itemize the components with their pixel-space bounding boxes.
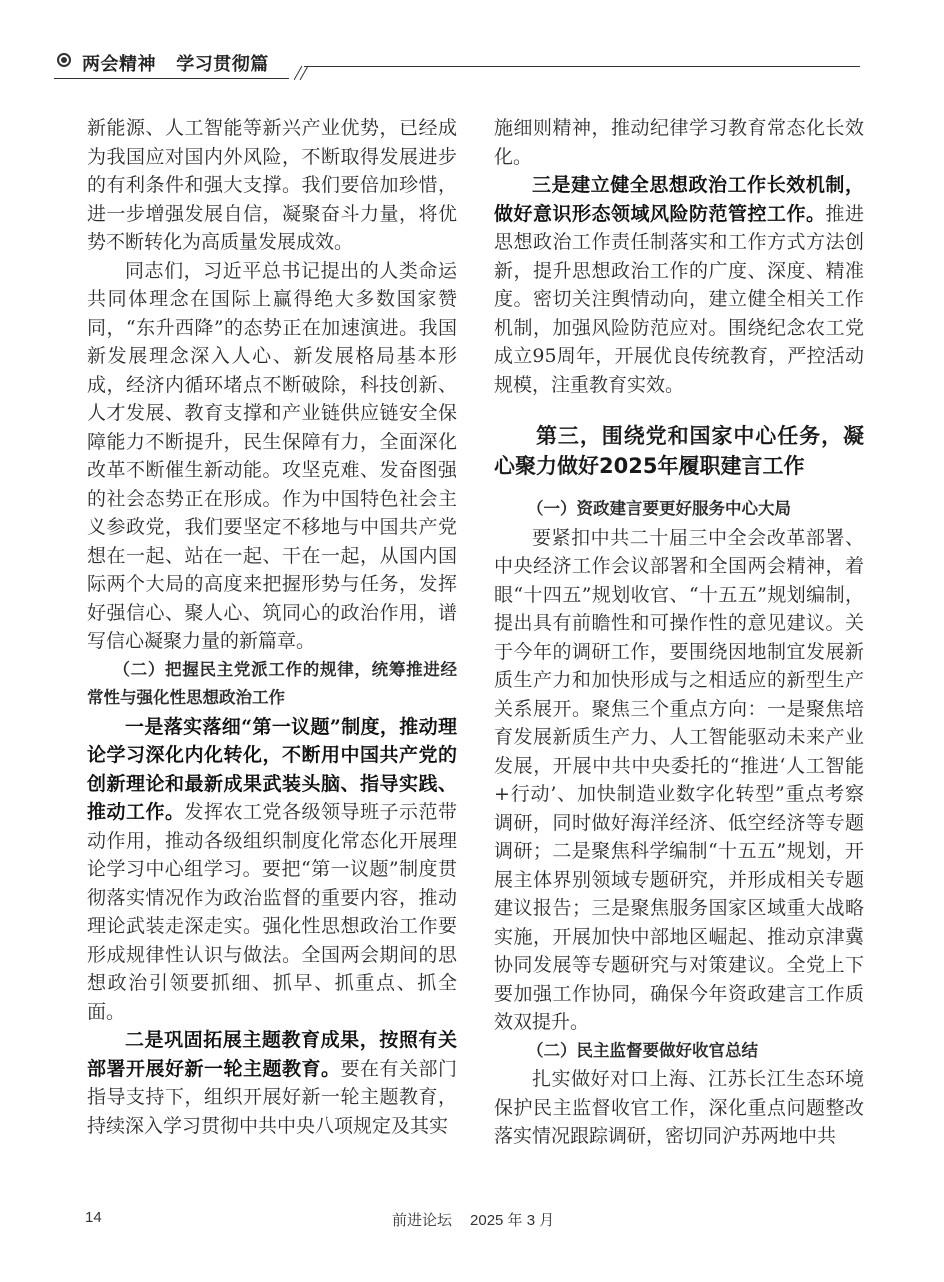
- header-slash-decoration: [294, 66, 312, 80]
- right-paragraph-4: 扎实做好对口上海、江苏长江生态环境保护民主监督收官工作，深化重点问题整改落实情况跟踪调研，密切同沪苏两地中共: [494, 1068, 864, 1147]
- header-rule-right: [304, 66, 860, 67]
- left-paragraph-4: [87, 1026, 457, 1140]
- right-paragraph-2-lead: 三是建立健全思想政治工作长效机制，做好意识形态领域风险防范管控工作。: [494, 174, 864, 225]
- right-paragraph-1: 施细则精神，推动纪律学习教育常态化长效化。: [494, 117, 864, 168]
- left-paragraph-4-lead: 二是巩固拓展主题教育成果，按照有关部署开展好新一轮主题教育。: [87, 1029, 457, 1080]
- running-header: [54, 50, 860, 80]
- right-column: [494, 114, 864, 1151]
- footer-publication: [392, 1209, 554, 1230]
- publication-date: 2025 年 3 月: [470, 1212, 555, 1229]
- page-number: 14: [85, 1209, 102, 1226]
- header-title: 两会精神 学习贯彻篇: [82, 54, 269, 75]
- subheading-section3-1: （一）资政建言要更好服务中心大局: [527, 499, 791, 518]
- left-paragraph-3: [87, 713, 457, 1027]
- left-paragraph-1: 新能源、人工智能等新兴产业优势，已经成为我国应对国内外风险，不断取得发展进步的有利条件和强大支撑。我们要倍加珍惜，进一步增强发展自信，凝聚奋斗力量，将优势不断转化为高质量发展成效。: [87, 117, 457, 253]
- right-paragraph-2-body: 推进思想政治工作责任制落实和工作方式方法创新，提升思想政治工作的广度、深度、精准度。密切关注舆情动向，建立健全相关工作机制，加强风险防范应对。围绕纪念农工党成立95周年，开展优良传统教育，严控活动规模，注重教育实效。: [494, 202, 864, 396]
- subheading-section3-2: （二）民主监督要做好收官总结: [527, 1040, 758, 1060]
- left-paragraph-3-body: 发挥农工党各级领导班子示范带动作用，推动各级组织制度化常态化开展理论学习中心组学习。要把“第一议题”制度贯彻落实情况作为政治监督的重要内容，推动理论武装走深走实。强化性思想政治工作要形成规律性认识与做法。全国两会期间的思想政治引领要抓细、抓早、抓重点、抓全面。: [87, 801, 457, 1023]
- subheading-2: （二）把握民主党派工作的规律，统筹推进经常性与强化性思想政治工作: [87, 659, 457, 707]
- left-column: [87, 114, 457, 1140]
- right-paragraph-3: 要紧扣中共二十届三中全会改革部署、中央经济工作会议部署和全国两会精神，着眼“十四五”规划收官、“十五五”规划编制，提出具有前瞻性和可操作性的意见建议。关于今年的调研工作，要围绕因地制宜发展新质生产力和加快形成与之相适应的新型生产关系展开。聚焦三个重点方向：一是聚焦培育发展新质生产力、人工智能驱动未来产业发展，开展中共中央委托的“推进‘人工智能+行动’、加快制造业数字化转型”重点考察调研，同时做好海洋经济、低空经济等专题调研；二是聚焦科学编制“十五五”规划，开展主体界别领域专题研究，并形成相关专题建议报告；三是聚焦服务国家区域重大战略实施，开展加快中部地区崛起、推动京津冀协同发展等专题研究与对策建议。全党上下要加强工作协同，确保今年资政建言工作质效双提升。: [494, 526, 864, 1033]
- publication-name: 前进论坛: [392, 1212, 453, 1229]
- left-paragraph-4-body: 要在有关部门指导支持下，组织开展好新一轮主题教育，持续深入学习贯彻中共中央八项规定及其实: [87, 1057, 457, 1137]
- section-3-title: 第三，围绕党和国家中心任务，凝心聚力做好2025年履职建言工作: [494, 424, 864, 478]
- left-paragraph-2: 同志们，习近平总书记提出的人类命运共同体理念在国际上赢得绝大多数国家赞同，“东升西降”的态势正在加速演进。我国新发展理念深入人心、新发展格局基本形成，经济内循环堵点不断破除，科技创新、人才发展、教育支撑和产业链供应链安全保障能力不断提升，民生保障有力，全面深化改革不断催生新动能。攻坚克难、发奋图强的社会态势正在形成。作为中国特色社会主义参政党，我们要坚定不移地与中国共产党想在一起、站在一起、干在一起，从国内国际两个大局的高度来把握形势与任务，发挥好强信心、聚人心、筑同心的政治作用，谱写信心凝聚力量的新篇章。: [87, 259, 457, 652]
- left-paragraph-3-lead: 一是落实落细“第一议题”制度，推动理论学习深化内化转化，不断用中国共产党的创新理论和最新成果武装头脑、指导实践、推动工作。: [87, 715, 457, 823]
- bullet-circle-icon: [57, 53, 71, 67]
- header-rule-left: [54, 78, 289, 79]
- right-paragraph-2: [494, 171, 864, 399]
